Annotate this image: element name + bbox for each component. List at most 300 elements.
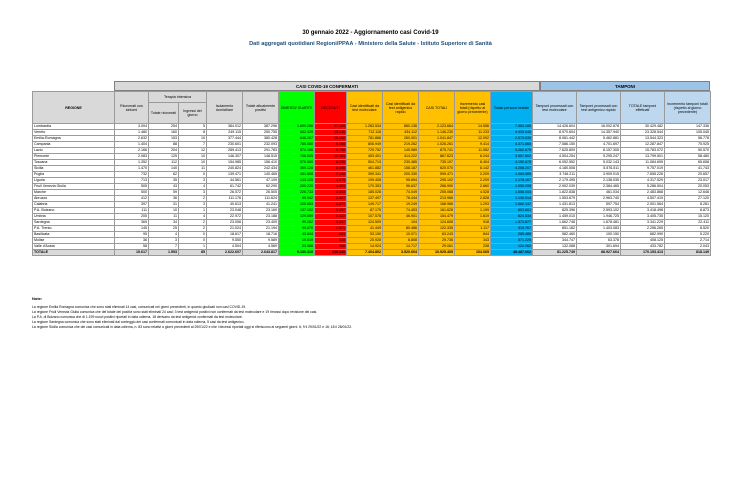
value-cell: 213.966 (419, 196, 455, 202)
region-cell: Valle d'Aosta (33, 244, 115, 250)
value-cell: 2 (179, 196, 207, 202)
value-cell: 414.222 (383, 154, 419, 160)
value-cell: 0 (179, 232, 207, 238)
region-cell: Toscana (33, 160, 115, 166)
value-cell: 4 (149, 232, 179, 238)
value-cell: 11 (179, 166, 207, 172)
value-cell: 3 (179, 190, 207, 196)
report-subtitle: Dati aggregati quotidiani Regioni/PPAA - Ministero della Salute - Istituto Superiore di Sanità (249, 41, 492, 47)
value-cell: 882.329 (279, 130, 315, 136)
value-cell: 825.396 (533, 208, 577, 214)
value-cell: 104 (383, 220, 419, 226)
value-cell: 729.752 (347, 148, 383, 154)
value-cell: 295.102 (419, 178, 455, 184)
value-cell: 818.149 (665, 250, 711, 256)
value-cell: 62 (149, 172, 179, 178)
value-cell: 27.120 (665, 196, 711, 202)
notes-block (32, 296, 708, 330)
value-cell: 65.658 (665, 160, 711, 166)
value-cell: 1 (179, 244, 207, 250)
value-cell: 43 (149, 184, 179, 190)
value-cell: 8.520 (665, 226, 711, 232)
value-cell: 387.296 (243, 124, 279, 130)
value-cell: 2.643.817 (243, 250, 279, 256)
value-cell: 574.166 (279, 148, 315, 154)
value-cell: 4.701.697 (577, 142, 621, 148)
value-cell: 461.882 (347, 166, 383, 172)
value-cell: 30.429.482 (621, 124, 665, 130)
value-cell: 4.208.207 (491, 166, 533, 172)
value-cell: 23.048 (207, 208, 243, 214)
value-cell: 260.001 (383, 136, 419, 142)
value-cell: 1.471 (315, 226, 347, 232)
col-incremento-casi: Incremento casi totali (rispetto al giorno precedente) (455, 92, 491, 124)
value-cell: 1.593 (149, 250, 179, 256)
value-cell: 4.504.254 (533, 154, 577, 160)
value-cell: 85 (179, 250, 207, 256)
tamponi-section-header: TAMPONI (540, 81, 710, 91)
value-cell: 2.166 (115, 148, 149, 154)
value-cell: 63.378 (577, 238, 621, 244)
value-cell: 2.083 (115, 154, 149, 160)
col-casi-molecolare: Casi identificati da test molecolare (347, 92, 383, 124)
value-cell: 9.756 (315, 148, 347, 154)
value-cell: 4.180.508 (533, 166, 577, 172)
value-cell: 88 (149, 142, 179, 148)
value-cell: 105.045 (665, 130, 711, 136)
value-cell: 453.401 (347, 154, 383, 160)
value-cell: 41.241 (243, 202, 279, 208)
value-cell: 3.418.498 (621, 208, 665, 214)
value-cell: 18.716 (243, 232, 279, 238)
value-cell: 10 (179, 136, 207, 142)
value-cell: 104.065 (455, 250, 491, 256)
value-cell: 1.050.098 (491, 184, 533, 190)
note-line: La regione Sardegna comunica che sono stati eliminati dal conteggio dei casi confermati comunicati in data odierna, 5 casi da test antigenico. (32, 320, 245, 324)
value-cell: 204 (149, 148, 179, 154)
value-cell: 200.330 (383, 172, 419, 178)
value-cell: 2.902.039 (533, 184, 577, 190)
value-cell: 682.990 (621, 232, 665, 238)
col-regione: REGIONE (33, 92, 115, 124)
value-cell: 2.209 (455, 172, 491, 178)
region-cell: Lazio (33, 148, 115, 154)
value-cell: 1.480 (115, 130, 149, 136)
value-cell: 13.544.323 (621, 136, 665, 142)
value-cell: 806.949 (347, 142, 383, 148)
value-cell: 14.924 (347, 244, 383, 250)
value-cell: 384.012 (207, 124, 243, 130)
value-cell: 624.534 (491, 214, 533, 220)
value-cell: 147.336 (665, 124, 711, 130)
value-cell: 369.128 (279, 166, 315, 172)
value-cell: 5.576.511 (577, 166, 621, 172)
value-cell: 1.117 (455, 226, 491, 232)
value-cell: 3.004 (115, 124, 149, 130)
value-cell: 149.717 (347, 202, 383, 208)
value-cell: 7.404.802 (347, 250, 383, 256)
value-cell: 111.176 (207, 196, 243, 202)
value-cell: 19.249 (383, 202, 419, 208)
value-cell: 434.112 (383, 130, 419, 136)
value-cell: 124.509 (347, 220, 383, 226)
value-cell: 170.353 (347, 184, 383, 190)
value-cell: 20.053 (665, 184, 711, 190)
value-cell: 74.049 (383, 190, 419, 196)
value-cell: 2.138.035 (577, 178, 621, 184)
col-casi-totale: CASI TOTALI (419, 92, 455, 124)
value-cell: 46.901 (383, 214, 419, 220)
value-cell: 200.220 (279, 184, 315, 190)
value-cell: 7.563.180 (491, 124, 533, 130)
value-cell: 199.408 (347, 178, 383, 184)
value-cell: 506 (315, 244, 347, 250)
value-cell: 99.942 (279, 196, 315, 202)
value-cell: 1.041.847 (419, 136, 455, 142)
value-cell: 2.483.868 (621, 190, 665, 196)
value-cell: 40.613 (207, 202, 243, 208)
region-cell: Basilicata (33, 232, 115, 238)
value-cell: 12.092 (455, 136, 491, 142)
value-cell: 99.262 (279, 220, 315, 226)
value-cell: 1.983.589 (491, 172, 533, 178)
value-cell: 7 (149, 244, 179, 250)
value-cell: 15.120 (665, 214, 711, 220)
value-cell: 8.081.442 (533, 136, 577, 142)
value-cell: 285.488 (491, 232, 533, 238)
value-cell: 25 (149, 226, 179, 232)
value-cell: 3.746.211 (533, 172, 577, 178)
value-cell: 1.678.481 (577, 220, 621, 226)
value-cell: 18.617 (207, 232, 243, 238)
value-cell: 1.178.167 (491, 178, 533, 184)
value-cell: 23.017 (665, 178, 711, 184)
col-ti-ingressi: Ingressi del giorno (179, 103, 207, 124)
value-cell: 137.102 (279, 208, 315, 214)
value-cell: 21.194 (243, 226, 279, 232)
region-cell: Veneto (33, 130, 115, 136)
value-cell: 9.589 (243, 238, 279, 244)
value-cell: 10.925.405 (419, 250, 455, 256)
value-cell: 9.295.247 (577, 154, 621, 160)
value-cell: 505 (115, 184, 149, 190)
value-cell: 3 (179, 202, 207, 208)
report-sheet (30, 28, 711, 448)
value-cell: 1.558.003 (491, 190, 533, 196)
value-cell: 504.713 (347, 160, 383, 166)
value-cell: 1.822.838 (533, 190, 577, 196)
value-cell: 2.209 (455, 178, 491, 184)
value-cell: 8.970.604 (533, 130, 577, 136)
value-cell: 343 (455, 238, 491, 244)
value-cell: 781.866 (347, 136, 383, 142)
value-cell: 706.525 (279, 154, 315, 160)
value-cell: 1.357 (315, 208, 347, 214)
note-line: La P.A. di Bolzano comunica che di 1.199 nuovi positivi riportati in data odierna, 18 derivano da test antigenici confermati da test molecolare. (32, 315, 243, 319)
value-cell: 0 (179, 172, 207, 178)
region-cell: Marche (33, 190, 115, 196)
value-cell: 80.486 (383, 226, 419, 232)
value-cell: 5.262.675 (491, 148, 533, 154)
value-cell: 14.556 (455, 124, 491, 130)
value-cell: 2.001.564 (621, 202, 665, 208)
region-cell: Lombardia (33, 124, 115, 130)
value-cell: 1.562.137 (491, 202, 533, 208)
value-cell: 124.608 (419, 220, 455, 226)
value-cell: 2.632 (115, 136, 149, 142)
value-cell: 4 (179, 184, 207, 190)
value-cell: 230.601 (207, 142, 243, 148)
value-cell: 6.142 (455, 166, 491, 172)
value-cell: 88.927.664 (577, 250, 621, 256)
value-cell: 10.071 (383, 232, 419, 238)
col-positivi: Totale attualmente positivi (243, 92, 279, 124)
value-cell: 50.570 (665, 148, 711, 154)
value-cell: 4.569 (243, 244, 279, 250)
value-cell: 408.125 (621, 238, 665, 244)
value-cell: 9.130.319 (279, 250, 315, 256)
value-cell: 289.413 (207, 148, 243, 154)
value-cell: 7.625.809 (533, 148, 577, 154)
value-cell: 26.572 (207, 190, 243, 196)
value-cell: 315.767 (491, 226, 533, 232)
value-cell: 2.179.495 (533, 178, 577, 184)
value-cell: 35 (149, 178, 179, 184)
casi-section-header: CASI COVID-19 CONFERMATI (114, 81, 540, 91)
value-cell: 1.199 (455, 208, 491, 214)
value-cell: 2.828 (455, 196, 491, 202)
value-cell: 3.520.604 (383, 250, 419, 256)
value-cell: 23.409 (243, 220, 279, 226)
value-cell: 2.660 (455, 184, 491, 190)
value-cell: 23.188 (243, 214, 279, 220)
value-cell: 161.628 (419, 208, 455, 214)
value-cell: 219.262 (383, 142, 419, 148)
value-cell: 41.449 (347, 226, 383, 232)
note-line: La regione Friuli Venezia Giulia comunica che del totale dei positivi sono stati eliminati 24 casi: 3 test antigenici positivi non confermati da test molecolare e 19 rimossi dopo revisione dei casi. (32, 310, 318, 314)
value-cell: 4.878 (315, 178, 347, 184)
value-cell: 785.060 (279, 142, 315, 148)
value-cell: 4.528 (455, 190, 491, 196)
value-cell: 74.453 (383, 208, 419, 214)
value-cell: 168.966 (419, 202, 455, 208)
col-isolamento: Isolamento domiciliare (207, 92, 243, 124)
value-cell: 369 (115, 220, 149, 226)
value-cell: 255.068 (419, 190, 455, 196)
value-cell: 96.637 (383, 184, 419, 190)
value-cell: 41.743 (665, 166, 711, 172)
value-cell: 6.052.552 (533, 160, 577, 166)
value-cell: 8.808 (383, 238, 419, 244)
value-cell: 1.146.230 (419, 130, 455, 136)
report-title: 30 gennaio 2022 - Aggiornamento casi Covid-19 (302, 30, 439, 36)
value-cell: 56.778 (665, 136, 711, 142)
value-cell: 1.130.514 (491, 196, 533, 202)
value-cell: 1.293 (455, 202, 491, 208)
value-cell: 61.742 (207, 184, 243, 190)
col-deceduti: DECEDUTI (315, 92, 347, 124)
value-cell: 3.413 (315, 190, 347, 196)
value-cell: 81.225.749 (533, 250, 577, 256)
value-cell: 412 (115, 196, 149, 202)
region-cell: Piemonte (33, 154, 115, 160)
value-cell: 140 (149, 166, 179, 172)
notes-title: Note: (32, 296, 43, 301)
value-cell: 36 (115, 238, 149, 244)
value-cell: 3 (149, 238, 179, 244)
value-cell: 371.225 (491, 238, 533, 244)
value-cell: 112 (149, 160, 179, 166)
region-cell: Puglia (33, 172, 115, 178)
col-dimessi: DIMESSI/ GUARITI (279, 92, 315, 124)
value-cell: 37.108 (315, 124, 347, 130)
value-cell: 122.335 (419, 226, 455, 232)
value-cell: 160 (149, 130, 179, 136)
region-cell: Emilia-Romagna (33, 136, 115, 142)
value-cell: 528 (315, 238, 347, 244)
value-cell: 603.601 (491, 208, 533, 214)
value-cell: 23.328.544 (621, 130, 665, 136)
col-terapia-group: Terapia intensiva (149, 92, 207, 103)
value-cell: 301.694 (577, 244, 621, 250)
value-cell: 2 (179, 220, 207, 226)
value-cell: 153 (149, 136, 179, 142)
value-cell: 2.043 (665, 244, 711, 250)
value-cell: 867.623 (419, 154, 455, 160)
value-cell: 2.384.465 (577, 184, 621, 190)
value-cell: 95 (115, 232, 149, 238)
value-cell: 5.220 (665, 232, 711, 238)
value-cell: 4.371.865 (491, 142, 533, 148)
region-cell: Abruzzo (33, 196, 115, 202)
value-cell: 158.187 (383, 166, 419, 172)
value-cell: 344.747 (533, 238, 577, 244)
value-cell: 1.352 (115, 160, 149, 166)
value-cell: 3.341.229 (621, 220, 665, 226)
col-incremento-tamp: Incremento tamponi totali (rispetto al giorno precedente) (665, 92, 711, 124)
value-cell: 2.807 (315, 196, 347, 202)
value-cell: 4.504 (207, 244, 243, 250)
value-cell: 735.197 (419, 160, 455, 166)
value-cell: 13.799.501 (621, 154, 665, 160)
value-cell: 10 (179, 160, 207, 166)
value-cell: 75.925 (665, 142, 711, 148)
value-cell: 23.006 (207, 220, 243, 226)
value-cell: 154.479 (419, 214, 455, 220)
value-cell: 58.480 (665, 154, 711, 160)
value-cell: 5 (179, 124, 207, 130)
value-cell: 254 (149, 124, 179, 130)
col-totale-persone: Totale persone testate (491, 92, 533, 124)
value-cell: 154.985 (207, 160, 243, 166)
value-cell: 7 (179, 142, 207, 148)
region-cell: Sicilia (33, 166, 115, 172)
value-cell: 2.622.607 (207, 250, 243, 256)
value-cell: 0 (179, 238, 207, 244)
value-cell: 14.717 (383, 244, 419, 250)
value-cell: 145.989 (383, 148, 419, 154)
value-cell: 243.125 (279, 178, 315, 184)
value-cell: 14.426.604 (533, 124, 577, 130)
value-cell: 1.946.725 (577, 214, 621, 220)
value-cell: 12.646 (665, 190, 711, 196)
value-cell: 2.123.664 (419, 124, 455, 130)
value-cell: 2.573.639 (491, 136, 533, 142)
value-cell: 4.317.529 (621, 178, 665, 184)
value-cell: 12 (179, 148, 207, 154)
value-cell: 8.498 (315, 166, 347, 172)
col-tamp-molecolare: Tamponi processati con test molecolare (533, 92, 577, 124)
col-ricoverati: Ricoverati con sintomi (115, 92, 149, 124)
total-row (33, 250, 711, 256)
value-cell: 620.070 (419, 166, 455, 172)
value-cell: 377.444 (207, 136, 243, 142)
value-cell: 250.755 (243, 130, 279, 136)
value-cell: 13.146 (315, 130, 347, 136)
value-cell: 139.471 (207, 172, 243, 178)
value-cell: 12.287.847 (621, 142, 665, 148)
value-cell: 125.853 (279, 202, 315, 208)
value-cell: 1.459.010 (533, 214, 577, 220)
value-cell: 599.471 (419, 172, 455, 178)
value-cell: 170.153.413 (621, 250, 665, 256)
value-cell: 266.990 (419, 184, 455, 190)
value-cell: 107.578 (347, 214, 383, 220)
region-cell: Campania (33, 142, 115, 148)
value-cell: 291.783 (243, 148, 279, 154)
value-cell: 8.404 (455, 160, 491, 166)
value-cell: 2.593.102 (577, 208, 621, 214)
value-cell: 570.550 (279, 160, 315, 166)
value-cell: 646.267 (279, 136, 315, 142)
value-cell: 5.462.881 (577, 136, 621, 142)
value-cell: 1.373.877 (491, 220, 533, 226)
value-cell: 146.149 (315, 250, 347, 256)
value-cell: 36 (149, 196, 179, 202)
value-cell: 205 (115, 214, 149, 220)
table-body (33, 124, 711, 256)
value-cell: 6.244 (455, 154, 491, 160)
value-cell: 9.757.019 (621, 166, 665, 172)
value-cell: 21.024 (207, 226, 243, 232)
value-cell: 875.741 (419, 148, 455, 154)
value-cell: 399.341 (347, 172, 383, 178)
value-cell: 1.619 (455, 214, 491, 220)
value-cell: 2.714 (665, 238, 711, 244)
col-ti-totale: Totale ricoverati (149, 103, 179, 124)
region-cell: Molise (33, 238, 115, 244)
col-tamp-antigenico: Tamponi processati con test antigenico rapido (577, 92, 621, 124)
value-cell: 1 (179, 208, 207, 214)
value-cell: 3 (179, 178, 207, 184)
value-cell: 31 (149, 202, 179, 208)
value-cell: 10 (179, 154, 207, 160)
region-cell: Liguria (33, 178, 115, 184)
value-cell: 2 (179, 226, 207, 232)
value-cell: 240.824 (207, 166, 243, 172)
value-cell: 11.233 (455, 130, 491, 136)
value-cell: 15.783.072 (621, 148, 665, 154)
value-cell: 111 (115, 208, 149, 214)
value-cell: 1.662.748 (533, 220, 577, 226)
value-cell: 4.507.419 (621, 196, 665, 202)
value-cell: 48.487.062 (491, 250, 533, 256)
value-cell: 451.808 (279, 172, 315, 178)
value-cell: 12.563 (315, 154, 347, 160)
value-cell: 1.403.083 (577, 226, 621, 232)
value-cell: 230.485 (383, 160, 419, 166)
value-cell: 1.026.261 (419, 142, 455, 148)
